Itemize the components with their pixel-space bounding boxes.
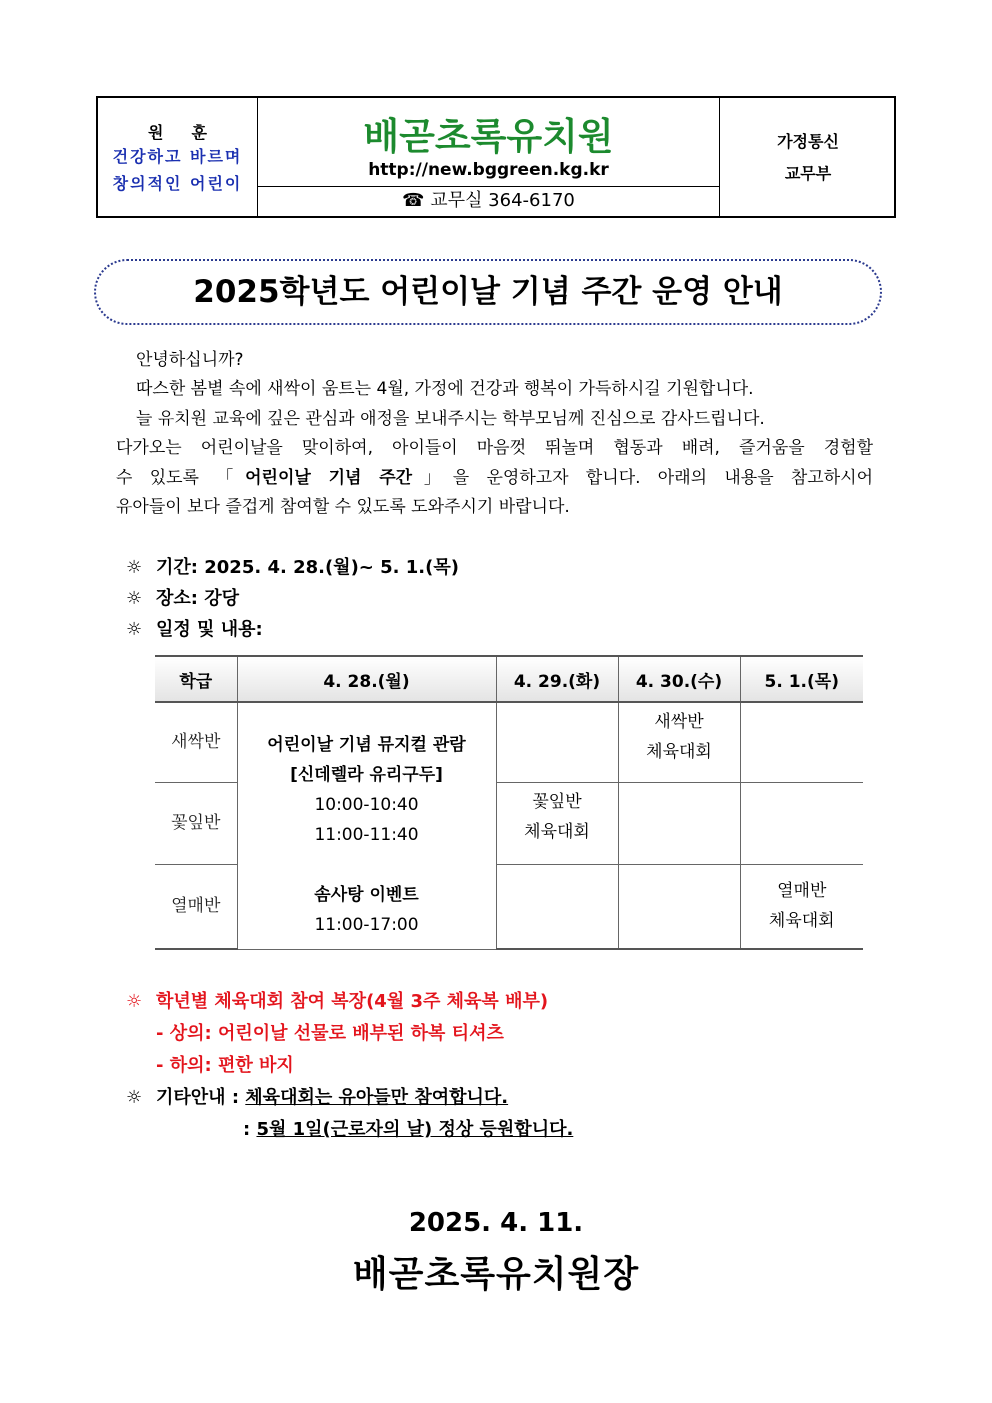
empty-cell [740,702,863,782]
empty-cell [496,702,618,782]
sun-icon: ☼ [126,588,143,609]
sports-class: 열매반 [777,881,827,902]
dress-bottom: - 하의: 편한 바지 [156,1055,294,1076]
body-line: 다가오는 어린이날을 맞이하여, 아이들이 마음껏 뛰놀며 협동과 배려, 즐거움을 경험할 [116,438,873,459]
etc-line-2 [126,1114,573,1146]
motto-line-1: 건강하고 바르며 [112,147,243,166]
fruit-sports-cell [740,864,863,949]
phone-row [258,186,719,216]
class-name: 꽃잎반 [155,782,237,864]
musical-name: [신데렐라 유리구두] [290,764,443,785]
class-name: 열매반 [155,864,237,949]
body-line: 따스한 봄볕 속에 새싹이 움트는 4월, 가정에 건강과 행복이 가득하시길 기원합니다. [136,379,754,400]
sports-label: 체육대회 [524,821,590,842]
col-header: 5. 1.(목) [740,656,863,702]
body-text: 수 있도록 「 [116,467,246,488]
dress-code-line [126,986,573,1018]
musical-time: 11:00-11:40 [314,824,419,845]
etc-colon: : [243,1119,257,1140]
schedule-label: 일정 및 내용: [156,619,263,640]
intro-paragraph [116,346,873,522]
sprout-sports-cell [618,702,740,782]
sports-class: 꽃잎반 [532,791,582,812]
sun-icon: ☼ [126,1087,143,1108]
empty-cell [618,864,740,949]
body-line: 유아들이 보다 즐겁게 참여할 수 있도록 도와주시기 바랍니다. [116,497,570,518]
sun-icon: ☼ [126,557,143,578]
empty-cell [618,782,740,864]
body-line [116,464,873,493]
col-header: 4. 29.(화) [496,656,618,702]
empty-cell [496,864,618,949]
petal-sports-cell [496,782,618,864]
schedule-line [126,615,263,645]
motto-line-2: 창의적인 어린이 [112,174,243,193]
sports-label: 체육대회 [768,911,835,932]
doc-type: 가정통신 [777,132,839,151]
event-name: 어린이날 기념 주간 [245,467,413,488]
etc-label: 기타안내 : [156,1087,246,1108]
sun-icon: ☼ [126,991,143,1012]
page-title: 2025학년도 어린이날 기념 주간 운영 안내 [94,259,882,325]
col-header: 4. 28.(월) [237,656,496,702]
period: 기간: 2025. 4. 28.(월)~ 5. 1.(목) [156,557,459,578]
department: 교무부 [784,164,832,183]
candy-event-title: 솜사탕 이벤트 [314,884,419,905]
candy-event-time: 11:00-17:00 [314,914,419,935]
phone-number: 교무실 364-6170 [430,190,575,211]
etc-note-1: 체육대회는 유아들만 참여합니다. [245,1087,509,1108]
sports-label: 체육대회 [646,742,712,762]
place-line [126,584,239,614]
issue-date: 2025. 4. 11. [408,1208,584,1238]
greeting: 안녕하십니까? [136,350,244,370]
place: 장소: 강당 [156,588,240,609]
motto-box [98,98,258,216]
dress-top: - 상의: 어린이날 선물로 배부된 하복 티셔츠 [156,1023,504,1044]
empty-cell [740,782,863,864]
etc-line-1 [126,1082,573,1114]
motto-title: 원훈 [148,123,235,142]
doc-info-box [720,98,896,216]
musical-time: 10:00-10:40 [314,794,419,815]
body-text: 」을 운영하고자 합니다. 아래의 내용을 참고하시어 [412,467,873,488]
schedule-table [155,655,863,950]
col-header: 학급 [155,656,237,702]
body-line: 늘 유치원 교육에 깊은 관심과 애정을 보내주시는 학부모님께 진심으로 감사드립니다. [136,408,765,429]
sports-class: 새싹반 [654,712,704,732]
monday-events [237,702,496,949]
table-header-row [155,656,863,702]
col-header: 4. 30.(수) [618,656,740,702]
musical-title: 어린이날 기념 뮤지컬 관람 [267,734,466,755]
notes-section [126,986,573,1146]
school-info-box [258,98,720,216]
etc-note-2: 5월 1일(근로자의 날) 정상 등원합니다. [256,1119,574,1140]
table-row [155,702,863,782]
school-url[interactable]: http://new.bggreen.kg.kr [368,160,609,180]
letterhead [96,96,896,218]
sun-icon: ☼ [126,619,143,640]
school-name: 배곧초록유치원 [363,115,614,158]
signature: 배곧초록유치원장 [352,1254,640,1295]
phone-icon: ☎ [402,190,425,211]
period-line [126,553,459,583]
class-name: 새싹반 [155,702,237,782]
dress-code: 학년별 체육대회 참여 복장(4월 3주 체육복 배부) [156,991,549,1012]
